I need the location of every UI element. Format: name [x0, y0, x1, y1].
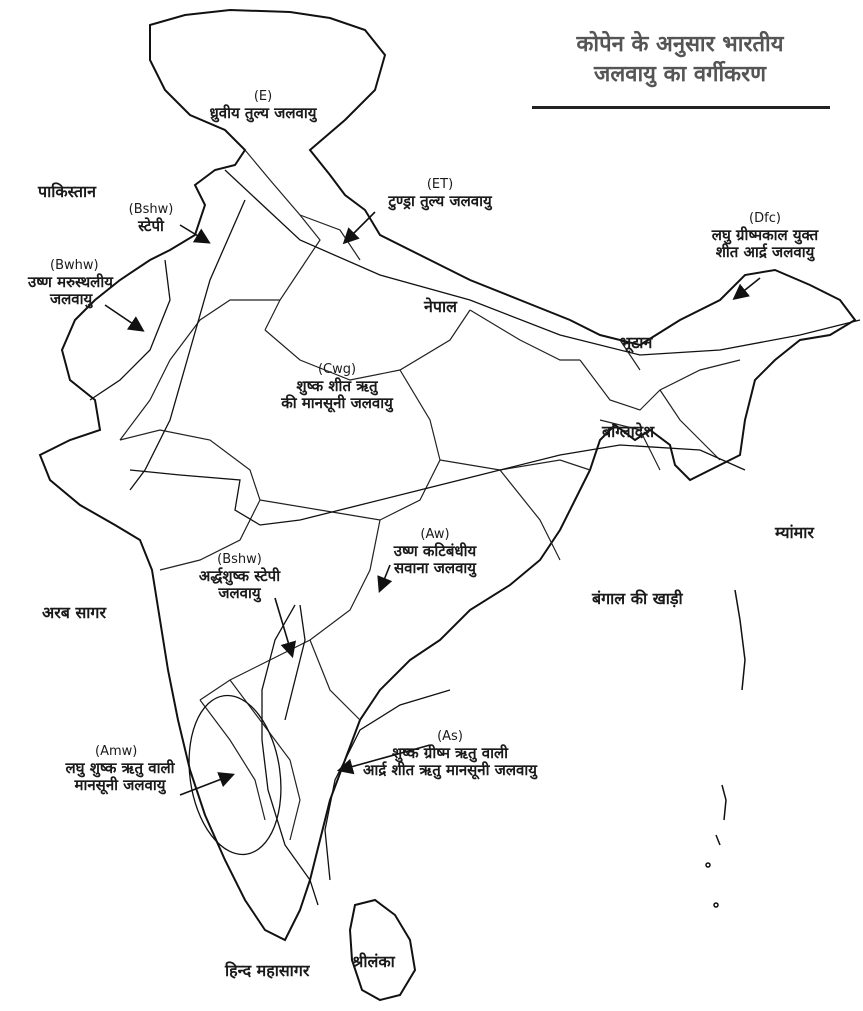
country-label-srilanka: श्रीलंका	[352, 952, 395, 971]
region-code-ET: (ET)	[426, 177, 454, 192]
region-name-Bshw-south-line2: जलवायु	[218, 584, 261, 603]
region-label-Aw	[370, 528, 500, 577]
region-code-Bshw-north: (Bshw)	[128, 202, 174, 217]
map-title	[530, 30, 830, 89]
map-title-line1: कोपेन के अनुसार भारतीय	[576, 32, 784, 57]
region-label-Bshw-north	[115, 203, 187, 235]
sea-label-indian-ocean: हिन्द महासागर	[225, 961, 310, 980]
region-code-As: (As)	[437, 729, 463, 744]
region-code-Amw: (Amw)	[95, 744, 138, 759]
region-name-Bshw-north: स्टेपी	[138, 216, 164, 235]
region-code-Cwg: (Cwg)	[317, 362, 357, 377]
country-label-myanmar: म्यांमार	[775, 523, 814, 542]
region-name-Aw-line1: उष्ण कटिबंधीय	[393, 541, 477, 560]
region-code-Bwhw: (Bwhw)	[50, 258, 99, 273]
region-label-Bshw-south	[182, 553, 297, 602]
india-outline	[40, 10, 855, 940]
region-label-Dfc	[690, 212, 840, 261]
region-name-As-line2: आर्द्र शीत ऋतु मानसूनी जलवायु	[363, 761, 537, 780]
region-name-E: ध्रुवीय तुल्य जलवायु	[209, 103, 317, 122]
region-name-Bwhw-line1: उष्ण मरुस्थलीय	[28, 272, 113, 291]
region-name-Aw-line2: सवाना जलवायु	[393, 559, 477, 578]
country-label-pakistan: पाकिस्तान	[38, 182, 97, 201]
region-label-Bwhw	[28, 259, 148, 308]
region-name-ET: टुण्ड्रा तुल्य जलवायु	[388, 191, 492, 210]
sea-label-bay-of-bengal: बंगाल की खाड़ी	[592, 589, 683, 608]
region-code-Dfc: (Dfc)	[749, 211, 781, 226]
region-label-As	[340, 730, 560, 779]
region-name-Amw-line1: लघु शुष्क ऋतु वाली	[65, 758, 175, 777]
region-name-Bwhw-line2: जलवायु	[50, 290, 93, 309]
andaman-nicobar-islands	[706, 590, 745, 907]
region-name-As-line1: शुष्क ग्रीष्म ऋतु वाली	[391, 743, 509, 762]
region-name-Cwg-line2: की मानसूनी जलवायु	[281, 394, 393, 413]
region-name-Amw-line2: मानसूनी जलवायु	[74, 776, 166, 795]
region-label-ET	[370, 178, 510, 210]
region-name-Dfc-line2: शीत आर्द्र जलवायु	[715, 243, 815, 262]
region-label-Cwg	[262, 363, 412, 412]
title-underline	[532, 106, 830, 109]
country-label-bangladesh: बांग्लादेश	[602, 422, 655, 441]
region-name-Dfc-line1: लघु ग्रीष्मकाल युक्त	[711, 225, 819, 244]
map-title-line2: जलवायु का वर्गीकरण	[594, 61, 766, 87]
country-label-nepal: नेपाल	[424, 297, 457, 316]
country-label-bhutan: भूटान	[620, 333, 653, 352]
region-code-E: (E)	[253, 89, 273, 104]
region-code-Bshw-south: (Bshw)	[217, 552, 262, 567]
region-label-Amw	[45, 745, 195, 794]
region-name-Cwg-line1: शुष्क शीत ऋतु	[296, 376, 378, 395]
region-code-Aw: (Aw)	[420, 527, 450, 542]
region-label-E	[188, 90, 338, 122]
region-name-Bshw-south-line1: अर्द्धशुष्क स्टेपी	[198, 566, 281, 585]
srilanka-outline	[350, 900, 415, 1000]
sea-label-arabian-sea: अरब सागर	[42, 603, 106, 622]
